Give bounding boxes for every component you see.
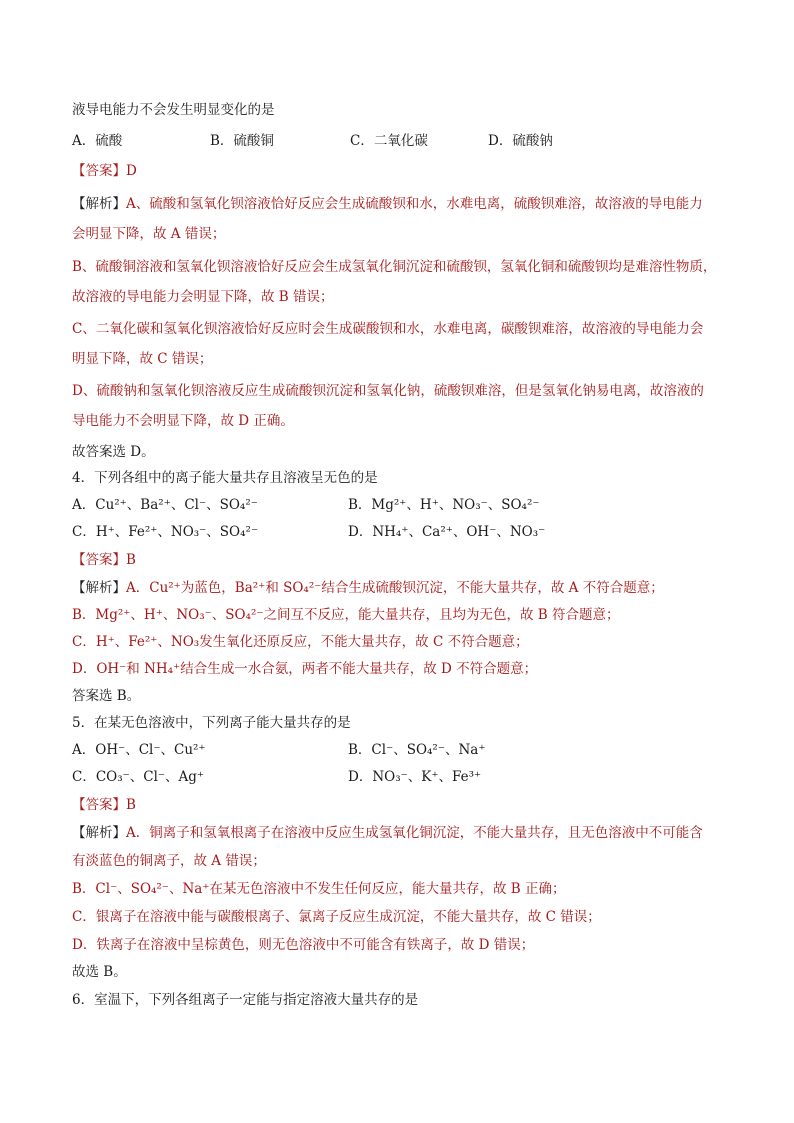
q5-stem: 5．在某无色溶液中，下列离子能大量共存的是 [72, 715, 351, 731]
q5-analysis-3: B．Cl⁻、SO₄²⁻、Na⁺在某无色溶液中不发生任何反应，能大量共存，故 B 正确； [72, 881, 566, 897]
q4-analysis-2: B．Mg²⁺、H⁺、NO₃⁻、SO₄²⁻之间互不反应，能大量共存，且均为无色，故 B 符合题意； [72, 607, 620, 623]
q3-analysis-5: C、二氧化碳和氢氧化钡溶液恰好反应时会生成碳酸钡和水，水难电离，碳酸钡难溶，故溶液的导电能力会 [72, 321, 704, 337]
q5-option-a: A．OH⁻、Cl⁻、Cu²⁺ [72, 742, 206, 758]
q3-conclusion: 故答案选 D。 [72, 444, 155, 460]
q4-analysis-1: 【解析】A．Cu²⁺为蓝色，Ba²⁺和 SO₄²⁻结合生成硫酸钡沉淀，不能大量共存，故 A 不符合题意； [72, 580, 664, 596]
q3-analysis-6: 明显下降，故 C 错误； [72, 351, 213, 367]
q4-conclusion: 答案选 B。 [72, 688, 141, 704]
q4-option-a: A．Cu²⁺、Ba²⁺、Cl⁻、SO₄²⁻ [72, 497, 258, 513]
q3-analysis-7: D、硫酸钠和氢氧化钡溶液反应生成硫酸钡沉淀和氢氧化钠，硫酸钡难溶，但是氢氧化钠易电离，故溶液的 [72, 383, 704, 399]
q3-analysis-2: 会明显下降，故 A 错误； [72, 226, 226, 242]
q3-option-b: B．硫酸铜 [210, 133, 274, 149]
q3-analysis-4: 故溶液的导电能力会明显下降，故 B 错误； [72, 289, 334, 305]
q5-option-c: C．CO₃⁻、Cl⁻、Ag⁺ [72, 769, 205, 785]
q5-conclusion: 故选 B。 [72, 964, 127, 980]
q3-option-c: C．二氧化碳 [350, 133, 428, 149]
q3-analysis-3: B、硫酸铜溶液和氢氧化钡溶液恰好反应会生成氢氧化铜沉淀和硫酸钡，氢氧化铜和硫酸钡均是难溶性物质， [72, 259, 717, 275]
q3-stem: 液导电能力不会发生明显变化的是 [72, 102, 275, 118]
q4-analysis-4: D．OH⁻和 NH₄⁺结合生成一水合氨，两者不能大量共存，故 D 不符合题意； [72, 661, 538, 677]
q3-option-d: D．硫酸钠 [488, 133, 553, 149]
q4-analysis-3: C．H⁺、Fe²⁺、NO₃发生氧化还原反应，不能大量共存，故 C 不符合题意； [72, 634, 529, 650]
q3-option-a: A．硫酸 [72, 133, 123, 149]
q4-option-d: D．NH₄⁺、Ca²⁺、OH⁻、NO₃⁻ [348, 524, 546, 540]
q5-analysis-2: 有淡蓝色的铜离子，故 A 错误； [72, 853, 266, 869]
q4-option-c: C．H⁺、Fe²⁺、NO₃⁻、SO₄²⁻ [72, 524, 259, 540]
q5-option-b: B．Cl⁻、SO₄²⁻、Na⁺ [348, 742, 486, 758]
q3-analysis-8: 导电能力不会明显下降，故 D 正确。 [72, 413, 294, 429]
q3-answer: 【答案】D [72, 163, 137, 179]
q4-stem: 4．下列各组中的离子能大量共存且溶液呈无色的是 [72, 470, 378, 486]
q3-analysis-1: 【解析】A、硫酸和氢氧化钡溶液恰好反应会生成硫酸钡和水，水难电离，硫酸钡难溶，故溶液的导电能力 [72, 196, 703, 212]
q5-answer: 【答案】B [72, 797, 136, 813]
q5-analysis-5: D．铁离子在溶液中呈棕黄色，则无色溶液中不可能含有铁离子，故 D 错误； [72, 937, 535, 953]
q5-analysis-1: 【解析】A．铜离子和氢氧根离子在溶液中反应生成氢氧化铜沉淀，不能大量共存，且无色溶液中不可能含 [72, 825, 703, 841]
q4-answer: 【答案】B [72, 552, 136, 568]
q6-stem: 6．室温下，下列各组离子一定能与指定溶液大量共存的是 [72, 992, 419, 1008]
q4-option-b: B．Mg²⁺、H⁺、NO₃⁻、SO₄²⁻ [348, 497, 540, 513]
q5-option-d: D．NO₃⁻、K⁺、Fe³⁺ [348, 769, 482, 785]
q5-analysis-4: C．银离子在溶液中能与碳酸根离子、氯离子反应生成沉淀，不能大量共存，故 C 错误； [72, 909, 601, 925]
